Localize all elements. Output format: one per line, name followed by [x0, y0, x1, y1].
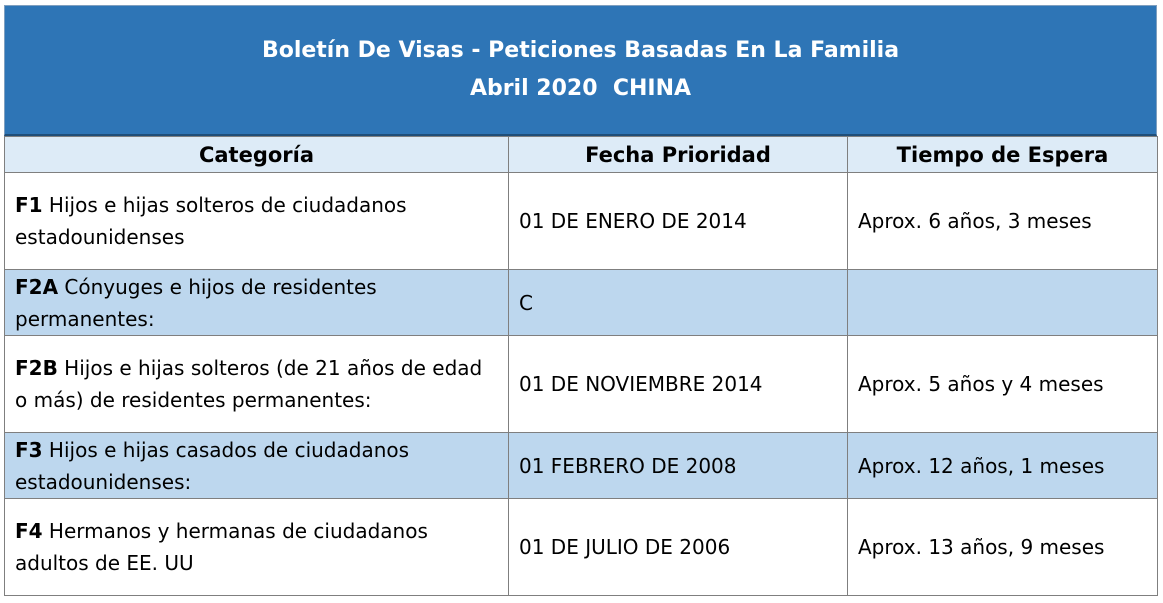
table-row: [5, 270, 1158, 336]
category-description: Cónyuges e hijos de residentes permanentes:: [15, 274, 377, 331]
category-code: F1: [15, 193, 43, 217]
table-row: [5, 499, 1158, 596]
category-description: Hijos e hijas solteros de ciudadanos estadounidenses: [15, 193, 407, 249]
wait-time-cell: Aprox. 6 años, 3 meses: [848, 173, 1158, 270]
wait-time-cell: Aprox. 5 años y 4 meses: [848, 336, 1158, 433]
category-cell: [5, 173, 509, 270]
header-row: [5, 137, 1158, 173]
column-header-priority-date: Fecha Prioridad: [509, 137, 848, 173]
priority-date-cell: 01 DE JULIO DE 2006: [509, 499, 848, 596]
title-banner: [4, 5, 1157, 136]
category-code: F4: [15, 519, 43, 543]
category-cell: [5, 499, 509, 596]
category-cell: [5, 433, 509, 499]
table-row: [5, 433, 1158, 499]
title-line-2: Abril 2020 CHINA: [469, 76, 692, 101]
category-description: Hijos e hijas solteros (de 21 años de edad o más) de residentes permanentes:: [15, 356, 483, 412]
category-code: F3: [15, 437, 43, 462]
priority-date-cell: 01 FEBRERO DE 2008: [509, 433, 848, 499]
category-cell: [5, 336, 509, 433]
column-header-category: Categoría: [5, 137, 509, 173]
visa-bulletin: [4, 5, 1157, 596]
column-header-wait-time: Tiempo de Espera: [848, 137, 1158, 173]
category-code: F2B: [15, 356, 58, 380]
category-description: Hijos e hijas casados de ciudadanos estadounidenses:: [15, 437, 410, 494]
priority-date-cell: 01 DE NOVIEMBRE 2014: [509, 336, 848, 433]
priority-date-cell: C: [509, 270, 848, 336]
title-line-1: Boletín De Visas - Peticiones Basadas En La Familia: [261, 38, 900, 63]
wait-time-cell: Aprox. 12 años, 1 meses: [848, 433, 1158, 499]
wait-time-cell: [848, 270, 1158, 336]
priority-date-cell: 01 DE ENERO DE 2014: [509, 173, 848, 270]
visa-table: [4, 136, 1158, 596]
table-row: [5, 173, 1158, 270]
table-row: [5, 336, 1158, 433]
category-code: F2A: [15, 274, 59, 299]
category-description: Hermanos y hermanas de ciudadanos adultos de EE. UU: [15, 519, 428, 575]
category-cell: [5, 270, 509, 336]
wait-time-cell: Aprox. 13 años, 9 meses: [848, 499, 1158, 596]
